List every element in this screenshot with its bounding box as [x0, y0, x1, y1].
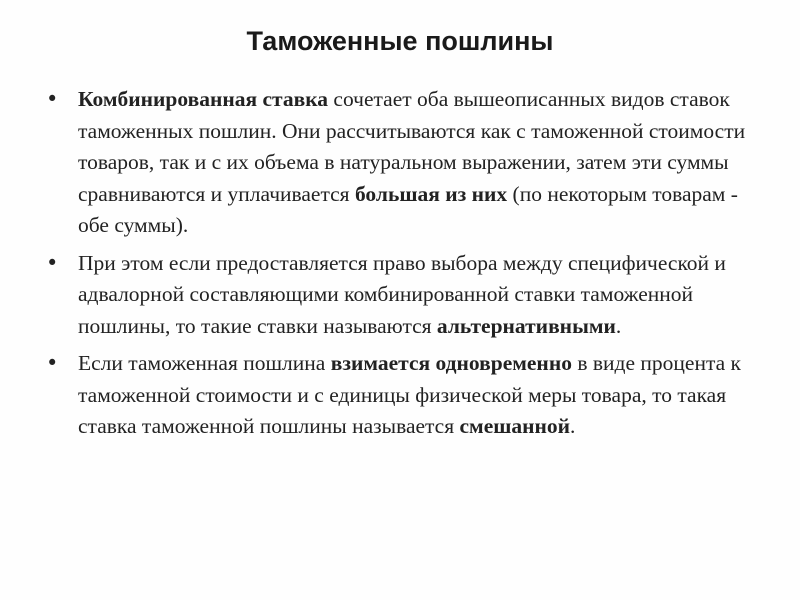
- bold-term: большая из них: [354, 181, 508, 206]
- text-segment: Если таможенная пошлина: [78, 351, 331, 375]
- bullet-text: [78, 251, 726, 338]
- bullet-dot-icon: •: [46, 351, 59, 375]
- text-segment: сочетает оба вышеописанных видов ставок таможенных пошлин. Они рассчитываются как с таможенной стоимости товаров, так и с их объема в натуральном выражении, затем эти суммы сравниваются и уплачивается: [78, 87, 746, 206]
- bullet-dot-icon: •: [46, 250, 59, 275]
- bullet-item: [36, 84, 766, 242]
- text-segment: При этом если предоставляется право выбора между специфической и адвалорной составляющими комбинированной ставки таможенной пошлины, то такие ставки называются: [78, 250, 726, 338]
- text-segment: в виде процента к таможенной стоимости и с единицы физической меры товара, то такая ставка таможенной пошлины называется: [78, 351, 741, 438]
- bullet-item: [36, 248, 766, 343]
- slide-title: Таможенные пошлины: [246, 26, 554, 56]
- bold-term: взимается одновременно: [330, 351, 572, 375]
- text-segment: (по некоторым товарам - обе суммы).: [78, 181, 738, 237]
- text-segment: .: [570, 414, 576, 438]
- bullet-text: [78, 351, 741, 438]
- bullet-text: [78, 87, 745, 237]
- bullet-item: [36, 348, 766, 443]
- bold-term: смешанной: [459, 414, 571, 438]
- text-segment: .: [615, 313, 622, 338]
- bullet-list: [36, 84, 766, 449]
- bullet-dot-icon: •: [46, 87, 59, 111]
- bold-term: Комбинированная ставка: [78, 87, 329, 111]
- bold-term: альтернативными: [436, 313, 616, 338]
